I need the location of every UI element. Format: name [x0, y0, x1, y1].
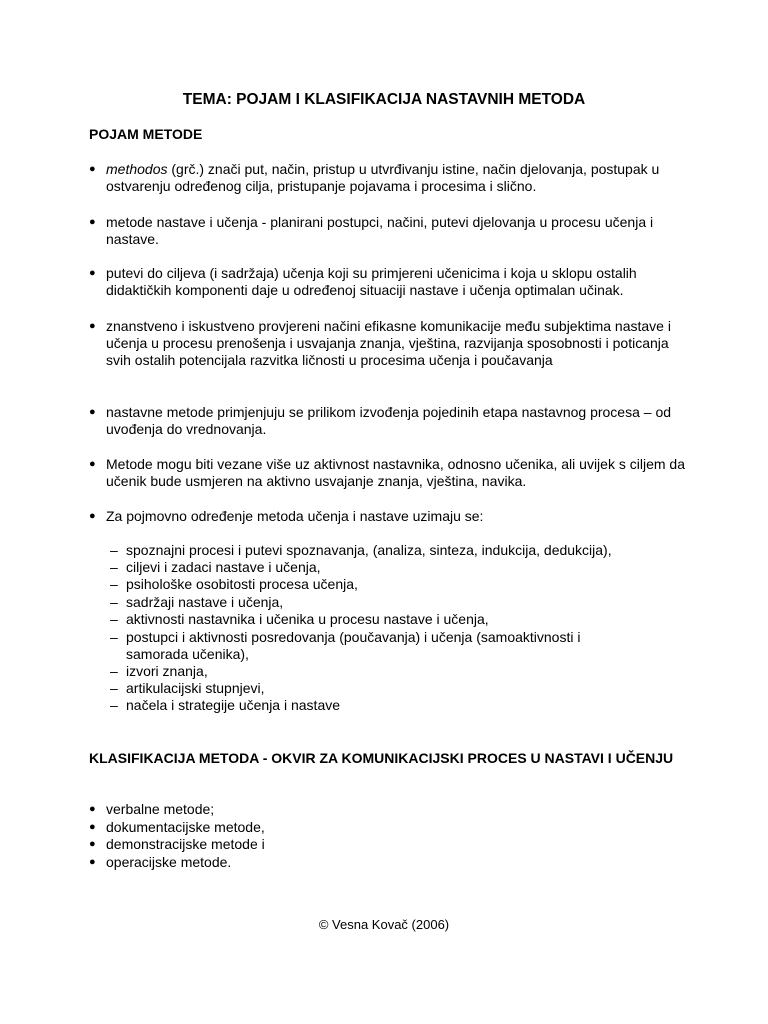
dash-marker: – — [110, 542, 118, 558]
classification-item — [89, 854, 689, 871]
bullet-icon: ● — [89, 163, 96, 175]
classification-text: operacijske metode. — [106, 854, 232, 870]
dash-marker: – — [110, 629, 118, 645]
dash-list-item — [110, 697, 670, 714]
bullet-item — [89, 456, 689, 490]
bullet-icon: ● — [89, 838, 96, 850]
document-title: TEMA: POJAM I KLASIFIKACIJA NASTAVNIH METODA — [182, 91, 586, 108]
dash-marker: – — [110, 663, 118, 679]
dash-item-text: spoznajni procesi i putevi spoznavanja, (analiza, sinteza, indukcija, dedukcija), — [126, 542, 612, 558]
classification-text: verbalne metode; — [106, 801, 215, 817]
bullet-text: Metode mogu biti vezane više uz aktivnost nastavnika, odnosno učenika, ali uvijek s ciljem da učenik bude usmjeren na aktivno usvajanje znanja, vještina, navika. — [106, 456, 685, 489]
bullet-text: putevi do ciljeva (i sadržaja) učenja koji su primjereni učenicima i koja u sklopu ostalih didaktičkih komponenti daje u određenoj situaciji nastave i učenja optimalan učinak. — [106, 265, 637, 298]
bullet-lead-term: methodos — [106, 161, 168, 177]
dash-list-item — [110, 680, 670, 697]
bullet-icon: ● — [89, 458, 96, 470]
bullet-text — [106, 161, 689, 195]
dash-list-item — [110, 611, 670, 628]
classification-item — [89, 801, 689, 818]
classification-text: demonstracijske metode i — [106, 836, 265, 852]
dash-list-item — [110, 629, 630, 663]
dash-item-text: ciljevi i zadaci nastave i učenja, — [126, 559, 321, 575]
dash-item-text: izvori znanja, — [126, 663, 208, 679]
bullet-icon: ● — [89, 267, 96, 279]
bullet-icon: ● — [89, 510, 96, 522]
dash-item-text: psihološke osobitosti procesa učenja, — [126, 576, 358, 592]
dash-marker: – — [110, 594, 118, 610]
dash-marker: – — [110, 576, 118, 592]
dash-item-text: artikulacijski stupnjevi, — [126, 680, 265, 696]
bullet-item — [89, 404, 689, 438]
bullet-item — [89, 265, 689, 299]
bullet-text: metode nastave i učenja - planirani postupci, načini, putevi djelovanja u procesu učenja i nastave. — [106, 214, 654, 247]
bullet-icon: ● — [89, 320, 96, 332]
dash-item-text: aktivnosti nastavnika i učenika u procesu nastave i učenja, — [126, 611, 489, 627]
section-heading-pojam-metode: POJAM METODE — [89, 126, 203, 142]
dash-marker: – — [110, 680, 118, 696]
dash-list-item — [110, 542, 670, 559]
bullet-item — [89, 508, 689, 525]
dash-list-item — [110, 576, 670, 593]
bullet-item — [89, 161, 689, 195]
bullet-body: (grč.) znači put, način, pristup u utvrđivanju istine, način djelovanja, postupak u ostvarenju određenog cilja, pristupanje pojavama i procesima i slično. — [106, 161, 660, 194]
dash-marker: – — [110, 697, 118, 713]
dash-list-item — [110, 559, 670, 576]
bullet-text: nastavne metode primjenjuju se prilikom izvođenja pojedinih etapa nastavnog procesa – od uvođenja do vrednovanja. — [106, 404, 672, 437]
dash-marker: – — [110, 559, 118, 575]
dash-list-item — [110, 594, 670, 611]
bullet-icon: ● — [89, 856, 96, 868]
classification-item — [89, 819, 689, 836]
section-heading-klasifikacija: KLASIFIKACIJA METODA - OKVIR ZA KOMUNIKACIJSKI PROCES U NASTAVI I UČENJU — [89, 750, 674, 766]
bullet-text: Za pojmovno određenje metoda učenja i nastave uzimaju se: — [106, 508, 484, 524]
bullet-item — [89, 214, 689, 248]
bullet-item — [89, 318, 689, 369]
dash-item-text: načela i strategije učenja i nastave — [126, 697, 341, 713]
bullet-icon: ● — [89, 821, 96, 833]
classification-text: dokumentacijske metode, — [106, 819, 265, 835]
bullet-icon: ● — [89, 406, 96, 418]
classification-item — [89, 836, 689, 853]
dash-item-text: sadržaji nastave i učenja, — [126, 594, 284, 610]
copyright-footer: © Vesna Kovač (2006) — [318, 917, 450, 932]
dash-list-item — [110, 663, 670, 680]
dash-item-text: postupci i aktivnosti posredovanja (poučavanja) i učenja (samoaktivnosti i samorada učenika), — [126, 629, 581, 662]
bullet-icon: ● — [89, 216, 96, 228]
dash-marker: – — [110, 611, 118, 627]
bullet-text: znanstveno i iskustveno provjereni načini efikasne komunikacije među subjektima nastave i učenja u procesu prenošenja i usvajanja znanja, vještina, razvijanja sposobnosti i poticanja svih ostalih potencijala razvitka ličnosti u procesima učenja i poučavanja — [106, 318, 671, 368]
bullet-icon: ● — [89, 803, 96, 815]
